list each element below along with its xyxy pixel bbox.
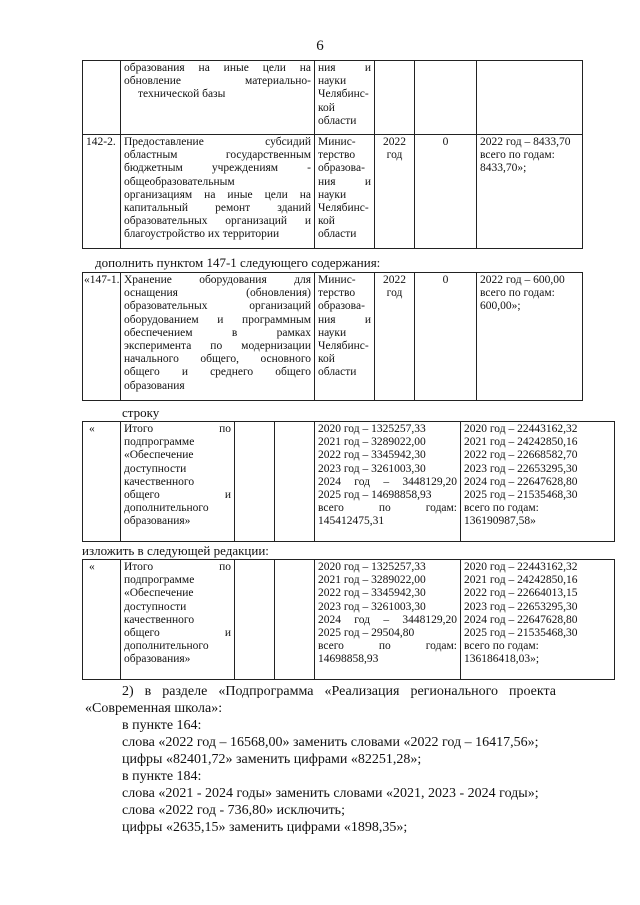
table-row-total-old [83,422,615,542]
paragraph-line: слова «2021 - 2024 годы» заменить словами «2021, 2023 - 2024 годы»; [122,786,539,801]
funding-col-b: 2020 год – 22443162,32 2021 год – 24242850,16 2022 год – 22664013,15 2023 год – 22653295,30 2024 год – 22647628,80 2025 год – 21535468,30 всего по годам: 136186418,03»; [461,560,615,680]
quote-cell: « [83,422,121,542]
paragraph-line: слова «2022 год - 736,80» исключить; [122,803,345,818]
total-cell: 2022 год – 600,00 всего по годам: 600,00»; [477,273,583,401]
paragraph-line: «Современная школа»: [85,701,223,716]
funding-col-a: 2020 год – 1325257,33 2021 год – 3289022,00 2022 год – 3345942,30 2023 год – 3261003,30 2024 год – 3448129,20 2025 год – 14698858,93 всего по годам: 145412475,31 [315,422,461,542]
ministry-cell: ния и науки Челябинс- кой области [315,61,375,135]
item-name-cell: Хранение оборудования для оснащения (обновления) образовательных организаций оборудованием и программным обеспечением в рамках эксперимента по модернизации начального общего, основного общего и среднего общего образования [121,273,315,401]
zero-cell: 0 [415,135,477,249]
table-row-142-2 [83,135,583,249]
table-row-147-1 [83,273,583,401]
table-row-continuation [83,61,583,135]
paragraph-line: в пункте 164: [122,718,202,733]
item-name-cell: Итого по подпрограмме «Обеспечение доступности качественного общего и дополнительного образования» [121,422,235,542]
funding-col-a: 2020 год – 1325257,33 2021 год – 3289022,00 2022 год – 3345942,30 2023 год – 3261003,30 2024 год – 3448129,20 2025 год – 29504,80 всего по годам: 14698858,93 [315,560,461,680]
year-cell: 2022 год [375,273,415,401]
ministry-cell: Минис- терство образова- ния и науки Челябинс- кой области [315,135,375,249]
total-cell: 2022 год – 8433,70 всего по годам: 8433,70»; [477,135,583,249]
year-cell: 2022 год [375,135,415,249]
page-number: 6 [316,38,324,54]
item-number: «147-1. [83,273,121,401]
table-row-total-new [83,560,615,680]
zero-cell: 0 [415,273,477,401]
funding-col-b: 2020 год – 22443162,32 2021 год – 24242850,16 2022 год – 22668582,70 2023 год – 22653295,30 2024 год – 22647628,80 2025 год – 21535468,30 всего по годам: 136190987,58» [461,422,615,542]
paragraph-line: слова «2022 год – 16568,00» заменить словами «2022 год – 16417,56»; [122,735,539,750]
item-name-cell: образования на иные цели на обновление материально- технической базы [121,61,315,135]
item-name-cell: Итого по подпрограмме «Обеспечение доступности качественного общего и дополнительного образования» [121,560,235,680]
paragraph-line: в пункте 184: [122,769,202,784]
table-subprogram-old [82,421,615,542]
ministry-cell: Минис- терство образова- ния и науки Челябинс- кой области [315,273,375,401]
paragraph-line: 2) в разделе «Подпрограмма «Реализация регионального проекта [122,684,556,699]
quote-cell: « [83,560,121,680]
item-number: 142-2. [83,135,121,249]
table-subprogram-new [82,559,615,680]
table-budget-items [82,60,583,249]
paragraph-line: цифры «2635,15» заменить цифрами «1898,35»; [122,820,408,835]
table-item-147-1 [82,272,583,401]
item-name-cell: Предоставление субсидий областным государственным бюджетным учреждениям - общеобразовательным организациям на иные цели на капитальный ремонт зданий образовательных организаций и благоустройство их территории [121,135,315,249]
paragraph-line: цифры «82401,72» заменить цифрами «82251,28»; [122,752,422,767]
